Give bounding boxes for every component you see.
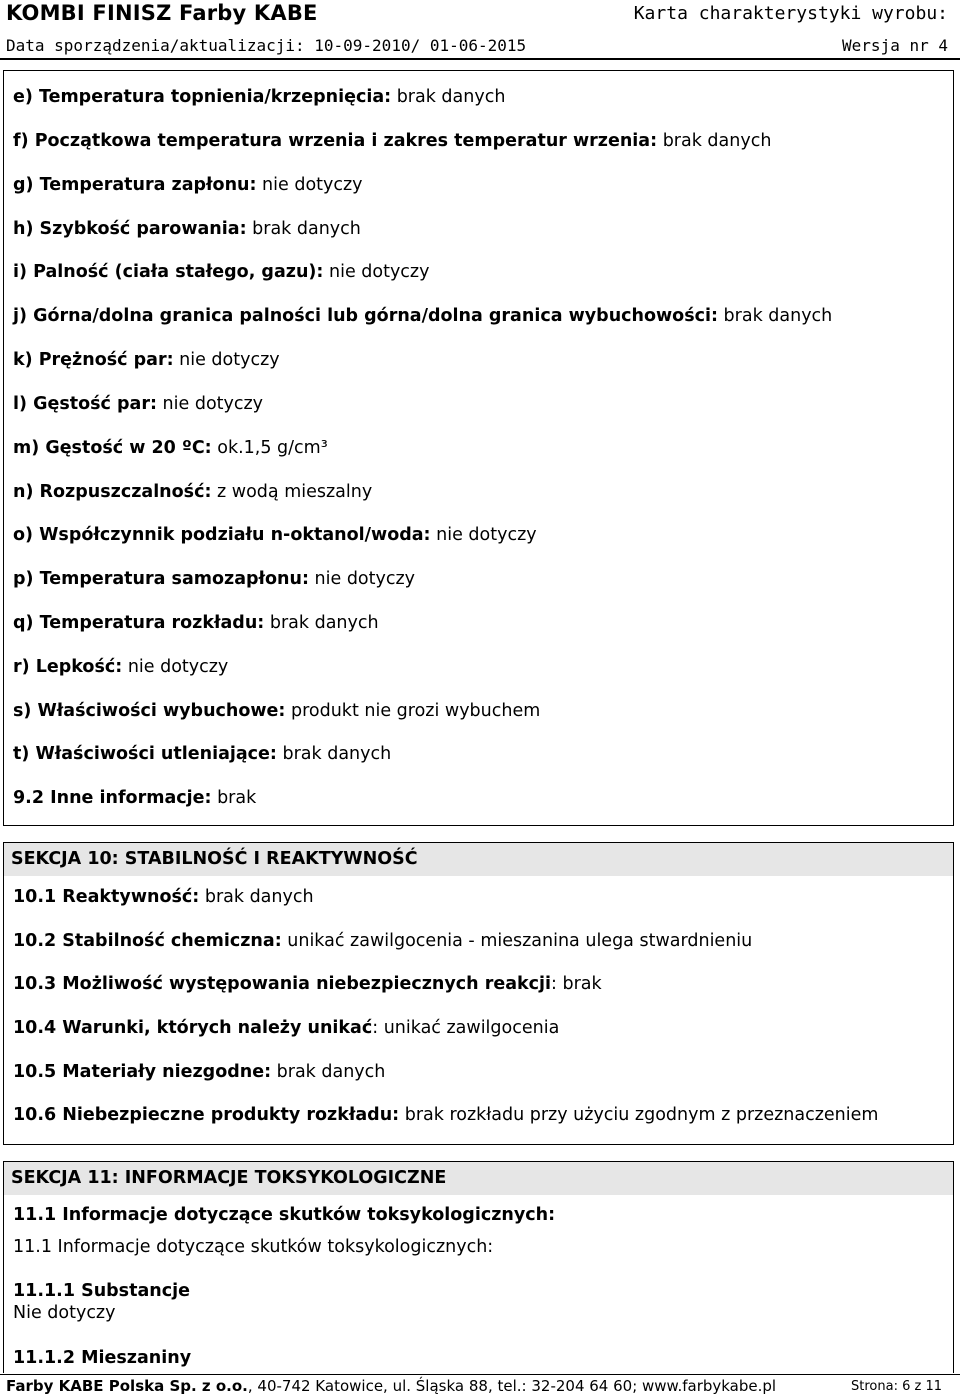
property-row: e) Temperatura topnienia/krzepnięcia: brak danych bbox=[13, 87, 506, 107]
section-11-box bbox=[3, 1161, 954, 1373]
section-9-box bbox=[3, 70, 954, 826]
property-row: 10.6 Niebezpieczne produkty rozkładu: brak rozkładu przy użyciu zgodnym z przeznaczeniem bbox=[13, 1105, 879, 1125]
section-title: SEKCJA 11: INFORMACJE TOKSYKOLOGICZNE bbox=[4, 1162, 953, 1195]
property-row: f) Początkowa temperatura wrzenia i zakres temperatur wrzenia: brak danych bbox=[13, 131, 772, 151]
header-divider bbox=[0, 58, 960, 60]
property-row: t) Właściwości utleniające: brak danych bbox=[13, 744, 392, 764]
section-title: SEKCJA 10: STABILNOŚĆ I REAKTYWNOŚĆ bbox=[4, 843, 953, 876]
property-row: h) Szybkość parowania: brak danych bbox=[13, 219, 361, 239]
subsection-heading: 11.1.2 Mieszaniny bbox=[13, 1348, 192, 1368]
property-row: j) Górna/dolna granica palności lub górna/dolna granica wybuchowości: brak danych bbox=[13, 306, 833, 326]
property-row: i) Palność (ciała stałego, gazu): nie dotyczy bbox=[13, 262, 430, 282]
property-row: 10.3 Możliwość występowania niebezpiecznych reakcji: brak bbox=[13, 974, 602, 994]
footer-company: Farby KABE Polska Sp. z o.o. bbox=[6, 1377, 248, 1395]
page-number: Strona: 6 z 11 bbox=[851, 1379, 942, 1394]
property-row: o) Współczynnik podziału n-oktanol/woda: nie dotyczy bbox=[13, 525, 537, 545]
document-type: Karta charakterystyki wyrobu: bbox=[633, 3, 948, 24]
property-row: s) Właściwości wybuchowe: produkt nie grozi wybuchem bbox=[13, 701, 541, 721]
document-date: Data sporządzenia/aktualizacji: 10-09-2010/ 01-06-2015 bbox=[6, 36, 527, 55]
document-version: Wersja nr 4 bbox=[842, 36, 948, 55]
property-row: 10.1 Reaktywność: brak danych bbox=[13, 887, 314, 907]
subsection-text: 11.1 Informacje dotyczące skutków toksykologicznych: bbox=[13, 1237, 494, 1257]
property-row: g) Temperatura zapłonu: nie dotyczy bbox=[13, 175, 363, 195]
footer-divider bbox=[0, 1374, 960, 1375]
subsection-text: Nie dotyczy bbox=[13, 1303, 116, 1323]
section-10-box bbox=[3, 842, 954, 1145]
subsection-heading: 11.1 Informacje dotyczące skutków toksykologicznych: bbox=[13, 1205, 556, 1225]
property-row: n) Rozpuszczalność: z wodą mieszalny bbox=[13, 482, 373, 502]
property-row: l) Gęstość par: nie dotyczy bbox=[13, 394, 264, 414]
property-row: 9.2 Inne informacje: brak bbox=[13, 788, 257, 808]
page-footer bbox=[6, 1376, 776, 1396]
property-row: 10.5 Materiały niezgodne: brak danych bbox=[13, 1062, 386, 1082]
product-title: KOMBI FINISZ Farby KABE bbox=[6, 1, 318, 25]
property-row: r) Lepkość: nie dotyczy bbox=[13, 657, 229, 677]
subsection-heading: 11.1.1 Substancje bbox=[13, 1281, 190, 1301]
property-row: q) Temperatura rozkładu: brak danych bbox=[13, 613, 379, 633]
property-row: p) Temperatura samozapłonu: nie dotyczy bbox=[13, 569, 416, 589]
footer-address: , 40-742 Katowice, ul. Śląska 88, tel.: 32-204 64 60; www.farbykabe.pl bbox=[247, 1377, 777, 1395]
property-row: k) Prężność par: nie dotyczy bbox=[13, 350, 280, 370]
property-row: 10.4 Warunki, których należy unikać: unikać zawilgocenia bbox=[13, 1018, 560, 1038]
property-row: m) Gęstość w 20 ºC: ok.1,5 g/cm³ bbox=[13, 438, 328, 458]
property-row: 10.2 Stabilność chemiczna: unikać zawilgocenia - mieszanina ulega stwardnieniu bbox=[13, 931, 753, 951]
